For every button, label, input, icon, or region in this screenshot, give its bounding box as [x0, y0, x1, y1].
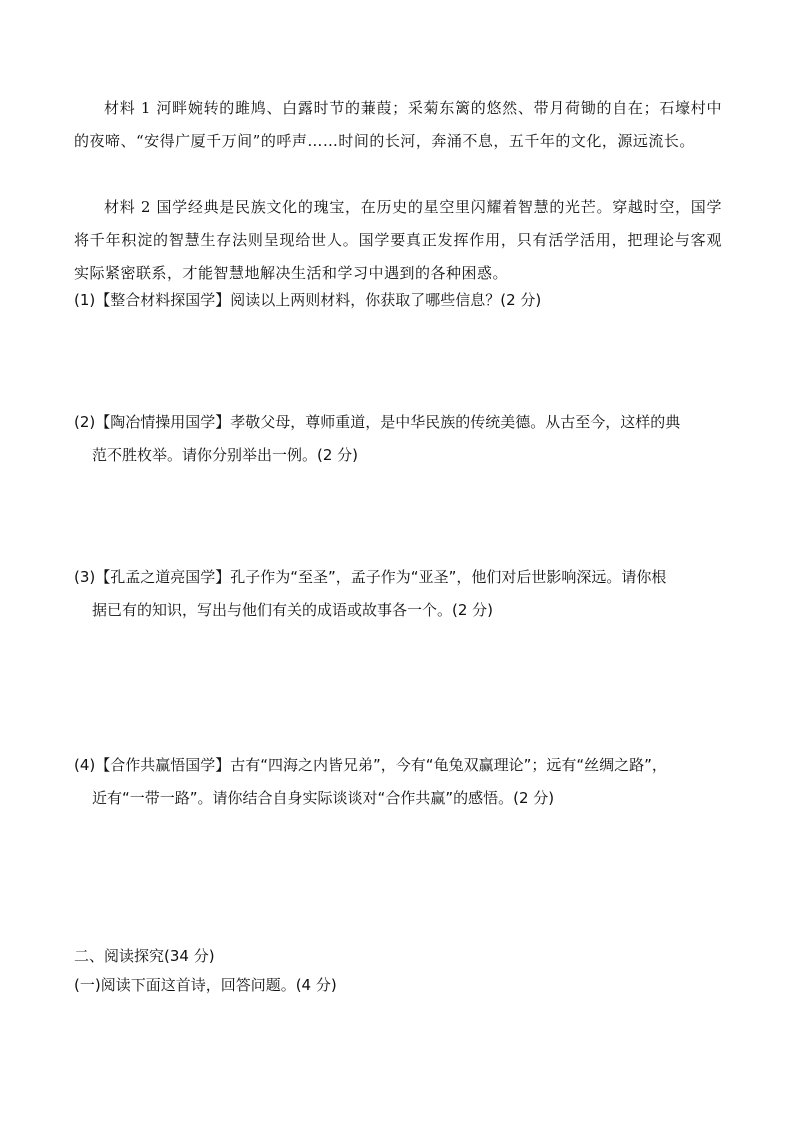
- material-1-paragraph: 材料 1 河畔婉转的雎鸠、白露时节的蒹葭；采菊东篱的悠然、带月荷锄的自在；石壕村中的夜啼、“安得广厦千万间”的呼声……时间的长河，奔涌不息，五千年的文化，源远流长。: [74, 99, 722, 150]
- question-2: [74, 406, 726, 472]
- question-1: [74, 284, 726, 317]
- question-1-text: (1)【整合材料探国学】阅读以上两则材料，你获取了哪些信息？(2 分): [74, 291, 542, 309]
- question-4-text-line1: (4)【合作共赢悟国学】古有“四海之内皆兄弟”，今有“龟兔双赢理论”；远有“丝绸之路”，: [74, 756, 667, 774]
- section-2-subheading: (一)阅读下面这首诗，回答问题。(4 分): [74, 976, 337, 994]
- question-2-text-line2: 范不胜枚举。请你分别举出一例。(2 分): [92, 446, 359, 464]
- question-3: [74, 561, 726, 627]
- question-3-text-line2: 据已有的知识，写出与他们有关的成语或故事各一个。(2 分): [92, 601, 494, 619]
- question-4-text-line2: 近有“一带一路”。请你结合自身实际谈谈对“合作共赢”的感悟。(2 分): [92, 789, 555, 807]
- question-3-text-line1: (3)【孔孟之道亮国学】孔子作为“至圣”，孟子作为“亚圣”，他们对后世影响深远。请你根: [74, 568, 667, 586]
- section-2-title: 二、阅读探究(34 分): [74, 947, 215, 965]
- question-4: [74, 749, 726, 815]
- question-2-text-line1: (2)【陶冶情操用国学】孝敬父母，尊师重道，是中华民族的传统美德。从古至今，这样的典: [74, 413, 681, 431]
- material-2-paragraph: 材料 2 国学经典是民族文化的瑰宝，在历史的星空里闪耀着智慧的光芒。穿越时空，国学将千年积淀的智慧生存法则呈现给世人。国学要真正发挥作用，只有活学活用，把理论与客观实际紧密联系，才能智慧地解决生活和学习中遇到的各种困惑。: [74, 198, 722, 282]
